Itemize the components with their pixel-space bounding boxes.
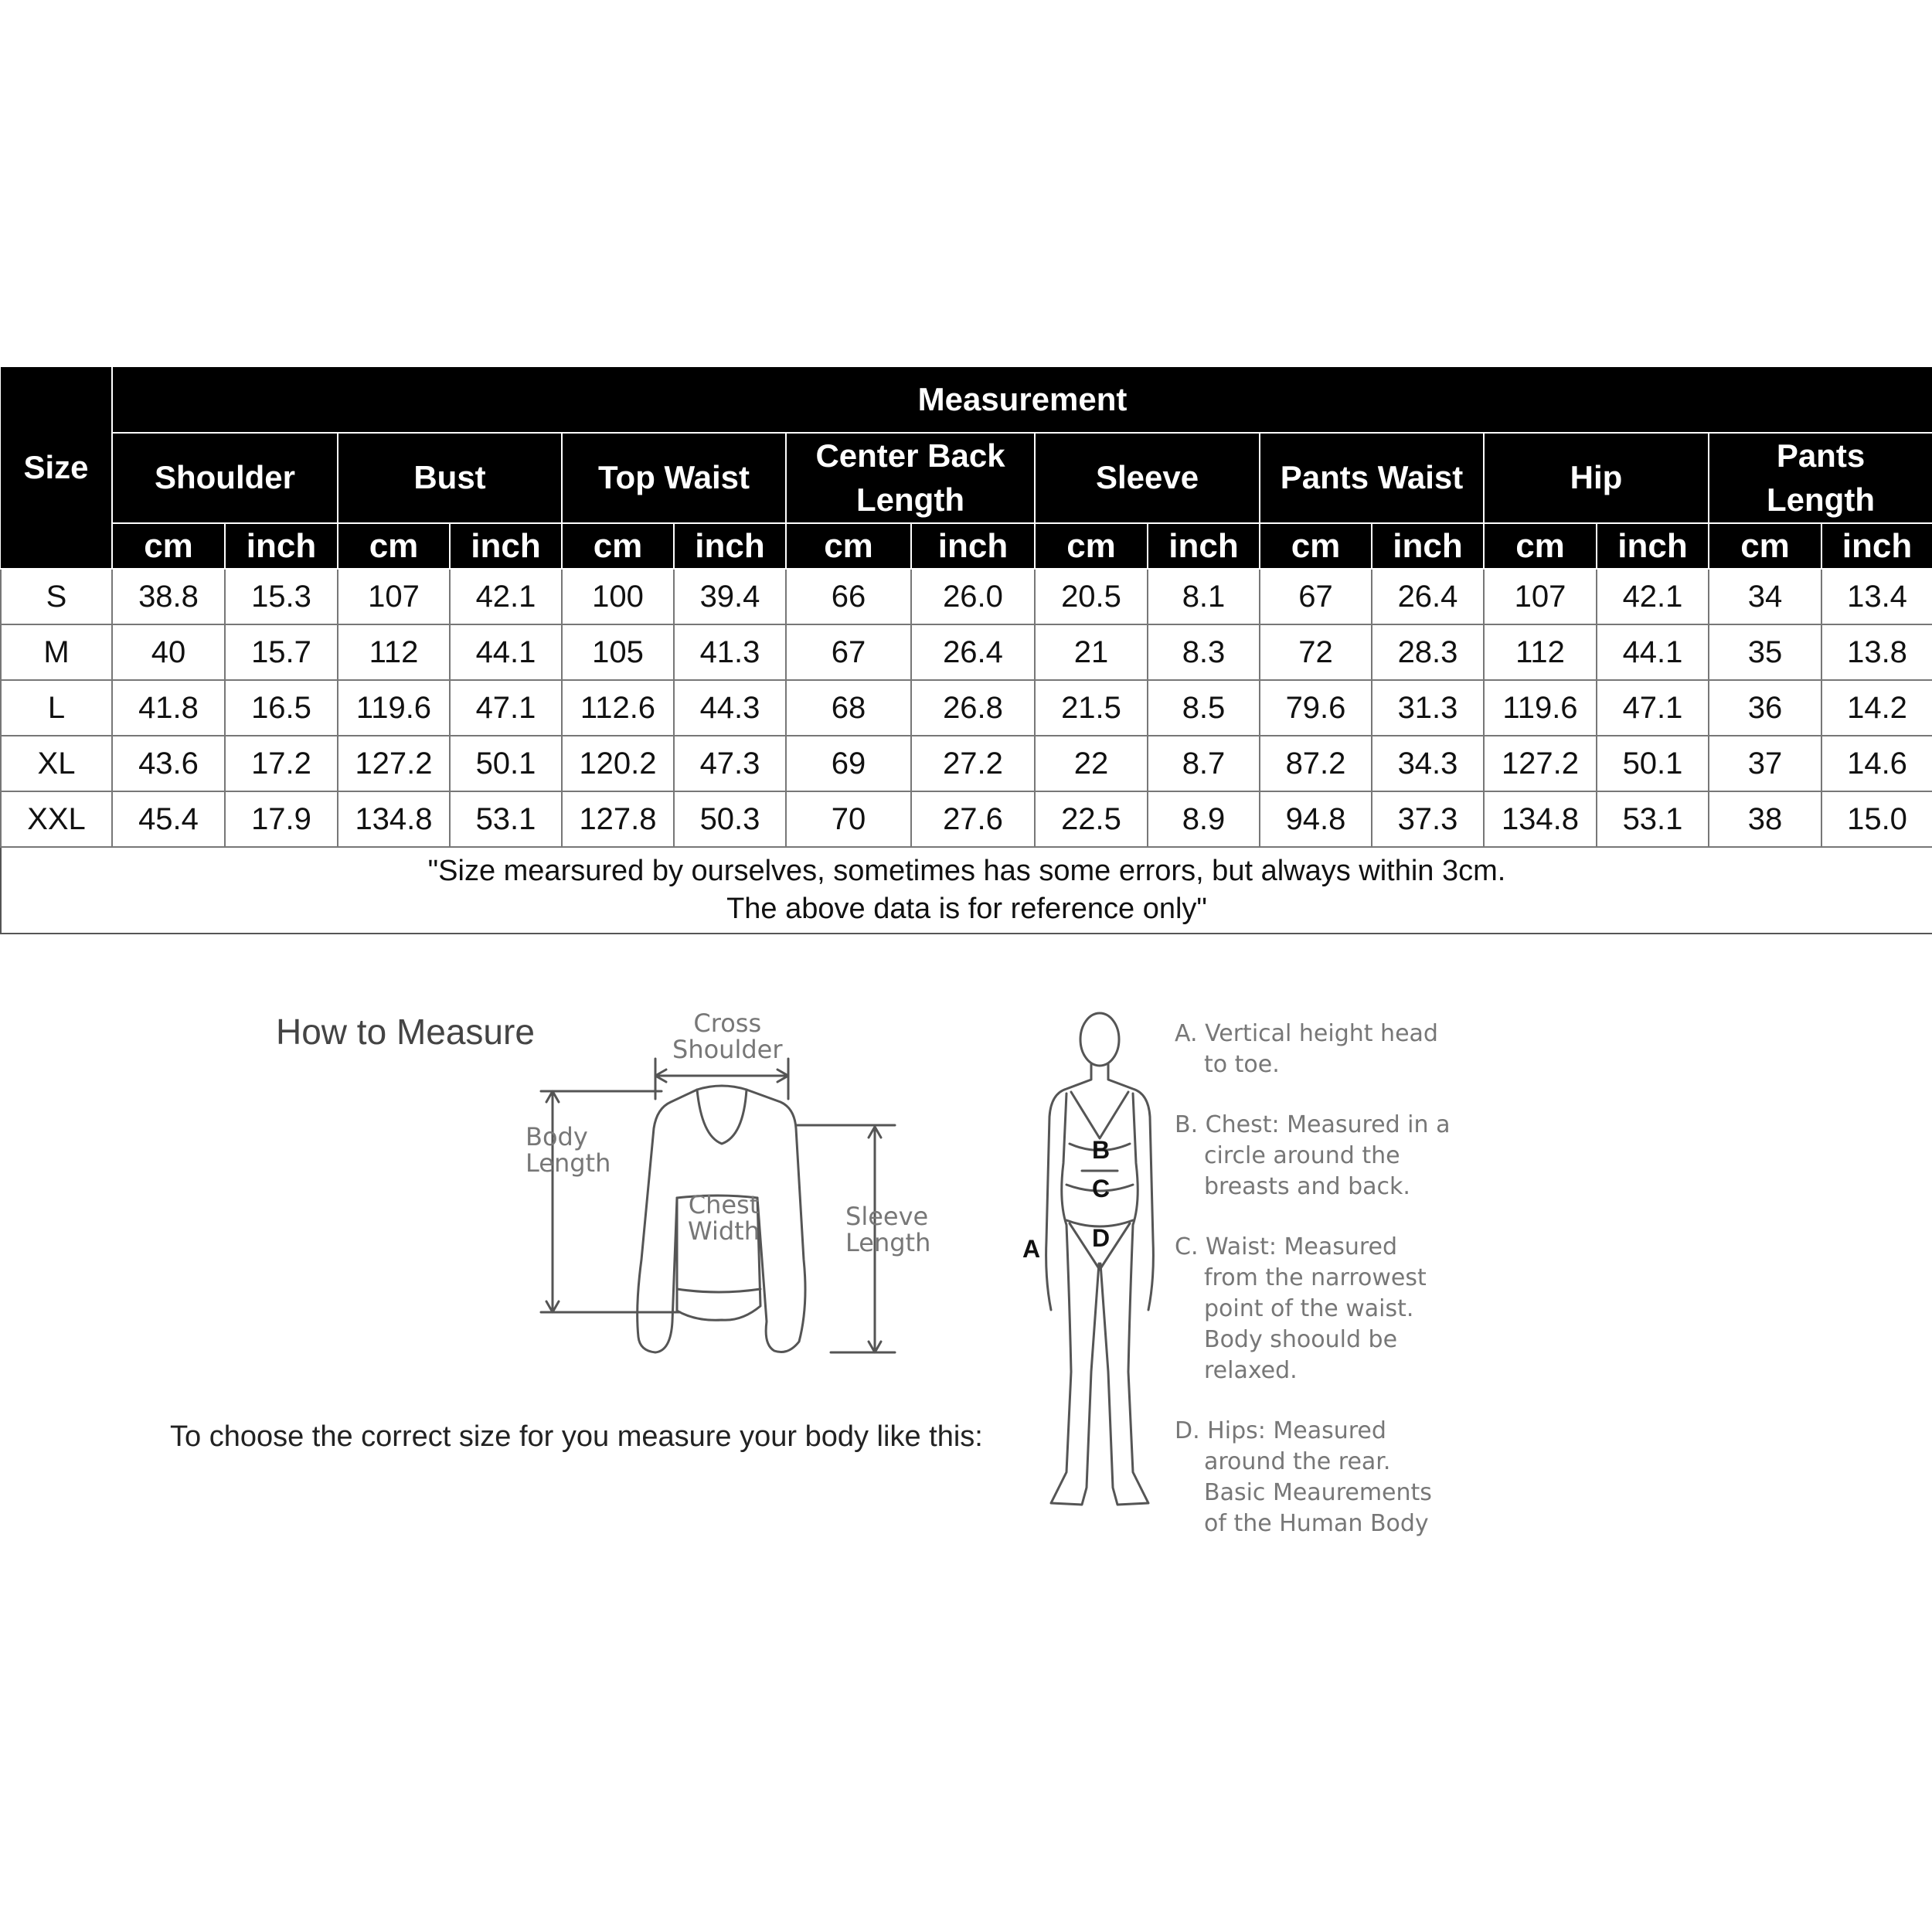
value-cell: 8.9	[1148, 791, 1260, 847]
value-cell: 8.7	[1148, 736, 1260, 791]
value-cell: 38.8	[112, 569, 225, 624]
value-cell: 41.8	[112, 680, 225, 736]
value-cell: 107	[338, 569, 450, 624]
value-cell: 44.1	[450, 624, 562, 680]
unit-inch-bust: inch	[450, 523, 562, 569]
col-header-sleeve	[1035, 433, 1260, 523]
col-header-line: Shoulder	[154, 459, 295, 496]
value-cell: 112	[1484, 624, 1597, 680]
col-header-hip	[1484, 433, 1709, 523]
value-cell: 22.5	[1035, 791, 1148, 847]
unit-inch-pants-waist: inch	[1372, 523, 1484, 569]
value-cell: 26.4	[1372, 569, 1484, 624]
value-cell: 34	[1709, 569, 1821, 624]
footnote-line-1: "Size mearsured by ourselves, sometimes has some errors, but always within 3cm.	[427, 854, 1506, 887]
note-line: B. Chest: Measured in a	[1175, 1111, 1451, 1138]
how-to-measure-title: How to Measure	[276, 1012, 535, 1052]
value-cell: 120.2	[562, 736, 674, 791]
cross-shoulder-label-line2: Shoulder	[672, 1034, 783, 1064]
value-cell: 26.8	[911, 680, 1035, 736]
col-header-line: Hip	[1570, 459, 1623, 496]
value-cell: 69	[786, 736, 911, 791]
unit-inch-pants-length: inch	[1821, 523, 1932, 569]
value-cell: 16.5	[225, 680, 338, 736]
size-cell: M	[1, 624, 112, 680]
note-line: relaxed.	[1204, 1357, 1298, 1384]
col-header-line: Top Waist	[598, 459, 750, 496]
unit-inch-hip: inch	[1597, 523, 1709, 569]
cross-shoulder-label	[672, 1011, 783, 1063]
table-row	[1, 736, 1932, 791]
note-line: breasts and back.	[1204, 1173, 1410, 1200]
value-cell: 72	[1260, 624, 1372, 680]
value-cell: 41.3	[674, 624, 786, 680]
value-cell: 134.8	[1484, 791, 1597, 847]
col-header-line: Pants	[1776, 437, 1866, 474]
note-line: circle around the	[1204, 1142, 1400, 1169]
value-cell: 66	[786, 569, 911, 624]
footnote-line-2: The above data is for reference only"	[726, 893, 1207, 925]
chest-width-label	[688, 1192, 760, 1244]
value-cell: 28.3	[1372, 624, 1484, 680]
note-line: around the rear.	[1204, 1448, 1391, 1475]
unit-inch-center-back-length: inch	[911, 523, 1035, 569]
value-cell: 27.6	[911, 791, 1035, 847]
size-cell: XL	[1, 736, 112, 791]
chest-width-label-line2: Width	[688, 1216, 760, 1246]
unit-inch-shoulder: inch	[225, 523, 338, 569]
col-header-center-back-length	[786, 433, 1035, 523]
value-cell: 45.4	[112, 791, 225, 847]
value-cell: 22	[1035, 736, 1148, 791]
body-length-label-line2: Length	[526, 1148, 611, 1178]
value-cell: 119.6	[1484, 680, 1597, 736]
col-header-line: Length	[1767, 481, 1875, 518]
size-cell: S	[1, 569, 112, 624]
value-cell: 43.6	[112, 736, 225, 791]
note-line: Body shoould be	[1204, 1326, 1398, 1353]
note-b	[1175, 1110, 1450, 1202]
unit-cm-pants-waist: cm	[1260, 523, 1372, 569]
value-cell: 105	[562, 624, 674, 680]
value-cell: 53.1	[1597, 791, 1709, 847]
value-cell: 8.3	[1148, 624, 1260, 680]
table-row	[1, 569, 1932, 624]
col-header-shoulder	[112, 433, 338, 523]
note-line: C. Waist: Measured	[1175, 1233, 1398, 1260]
value-cell: 8.5	[1148, 680, 1260, 736]
col-header-line: Bust	[413, 459, 486, 496]
value-cell: 20.5	[1035, 569, 1148, 624]
sleeve-length-label-line2: Length	[845, 1227, 931, 1257]
table-row	[1, 680, 1932, 736]
value-cell: 17.9	[225, 791, 338, 847]
value-cell: 53.1	[450, 791, 562, 847]
value-cell: 47.1	[1597, 680, 1709, 736]
value-cell: 47.1	[450, 680, 562, 736]
value-cell: 87.2	[1260, 736, 1372, 791]
note-a	[1175, 1019, 1438, 1080]
value-cell: 37	[1709, 736, 1821, 791]
value-cell: 21.5	[1035, 680, 1148, 736]
note-line: Basic Meaurements	[1204, 1479, 1432, 1506]
measurement-header: Measurement	[112, 366, 1932, 433]
unit-cm-bust: cm	[338, 523, 450, 569]
value-cell: 134.8	[338, 791, 450, 847]
note-line: point of the waist.	[1204, 1295, 1414, 1322]
value-cell: 112.6	[562, 680, 674, 736]
sleeve-length-label	[845, 1204, 930, 1256]
note-line: of the Human Body	[1204, 1510, 1429, 1537]
value-cell: 13.8	[1821, 624, 1932, 680]
unit-cm-hip: cm	[1484, 523, 1597, 569]
size-chart-table	[0, 366, 1932, 934]
value-cell: 127.8	[562, 791, 674, 847]
size-column-header: Size	[1, 366, 112, 569]
value-cell: 14.2	[1821, 680, 1932, 736]
size-cell: L	[1, 680, 112, 736]
value-cell: 42.1	[1597, 569, 1709, 624]
value-cell: 37.3	[1372, 791, 1484, 847]
col-header-top-waist	[562, 433, 786, 523]
col-header-line: Sleeve	[1095, 459, 1199, 496]
sleeve-length-label-line1: Sleeve	[845, 1202, 929, 1231]
value-cell: 67	[1260, 569, 1372, 624]
value-cell: 8.1	[1148, 569, 1260, 624]
value-cell: 27.2	[911, 736, 1035, 791]
table-footnote	[1, 847, 1932, 934]
value-cell: 17.2	[225, 736, 338, 791]
value-cell: 67	[786, 624, 911, 680]
unit-cm-pants-length: cm	[1709, 523, 1821, 569]
value-cell: 44.3	[674, 680, 786, 736]
body-letter-d: D	[1092, 1224, 1111, 1252]
col-header-bust	[338, 433, 562, 523]
unit-cm-shoulder: cm	[112, 523, 225, 569]
value-cell: 119.6	[338, 680, 450, 736]
note-d	[1175, 1416, 1432, 1539]
note-line: A. Vertical height head	[1175, 1020, 1438, 1047]
body-letter-c: C	[1092, 1175, 1111, 1202]
body-length-label	[526, 1124, 611, 1176]
value-cell: 50.1	[1597, 736, 1709, 791]
value-cell: 42.1	[450, 569, 562, 624]
unit-cm-center-back-length: cm	[786, 523, 911, 569]
body-letter-b: B	[1092, 1136, 1111, 1164]
body-figure-diagram	[1036, 1009, 1175, 1519]
value-cell: 15.0	[1821, 791, 1932, 847]
value-cell: 70	[786, 791, 911, 847]
unit-cm-top-waist: cm	[562, 523, 674, 569]
value-cell: 44.1	[1597, 624, 1709, 680]
value-cell: 31.3	[1372, 680, 1484, 736]
size-cell: XXL	[1, 791, 112, 847]
value-cell: 15.3	[225, 569, 338, 624]
value-cell: 26.4	[911, 624, 1035, 680]
value-cell: 38	[1709, 791, 1821, 847]
chest-width-label-line1: Chest	[688, 1190, 760, 1219]
col-header-line: Length	[856, 481, 964, 518]
value-cell: 13.4	[1821, 569, 1932, 624]
cross-shoulder-label-line1: Cross	[693, 1009, 762, 1038]
value-cell: 50.3	[674, 791, 786, 847]
col-header-pants-waist	[1260, 433, 1484, 523]
value-cell: 34.3	[1372, 736, 1484, 791]
table-row	[1, 624, 1932, 680]
col-header-pants-length	[1709, 433, 1932, 523]
value-cell: 94.8	[1260, 791, 1372, 847]
value-cell: 107	[1484, 569, 1597, 624]
value-cell: 50.1	[450, 736, 562, 791]
note-line: from the narrowest	[1204, 1264, 1427, 1291]
value-cell: 79.6	[1260, 680, 1372, 736]
col-header-line: Center Back	[815, 437, 1005, 474]
value-cell: 21	[1035, 624, 1148, 680]
unit-inch-sleeve: inch	[1148, 523, 1260, 569]
instruction-text: To choose the correct size for you measure your body like this:	[170, 1420, 983, 1453]
unit-cm-sleeve: cm	[1035, 523, 1148, 569]
col-header-line: Pants Waist	[1280, 459, 1464, 496]
value-cell: 36	[1709, 680, 1821, 736]
value-cell: 26.0	[911, 569, 1035, 624]
value-cell: 47.3	[674, 736, 786, 791]
value-cell: 35	[1709, 624, 1821, 680]
body-length-label-line1: Body	[526, 1122, 588, 1151]
value-cell: 100	[562, 569, 674, 624]
value-cell: 68	[786, 680, 911, 736]
value-cell: 39.4	[674, 569, 786, 624]
note-c	[1175, 1232, 1427, 1386]
unit-inch-top-waist: inch	[674, 523, 786, 569]
value-cell: 14.6	[1821, 736, 1932, 791]
note-line: D. Hips: Measured	[1175, 1417, 1386, 1444]
table-row	[1, 791, 1932, 847]
value-cell: 15.7	[225, 624, 338, 680]
value-cell: 40	[112, 624, 225, 680]
value-cell: 127.2	[1484, 736, 1597, 791]
body-letter-a: A	[1022, 1235, 1041, 1263]
value-cell: 127.2	[338, 736, 450, 791]
value-cell: 112	[338, 624, 450, 680]
note-line: to toe.	[1204, 1051, 1280, 1078]
